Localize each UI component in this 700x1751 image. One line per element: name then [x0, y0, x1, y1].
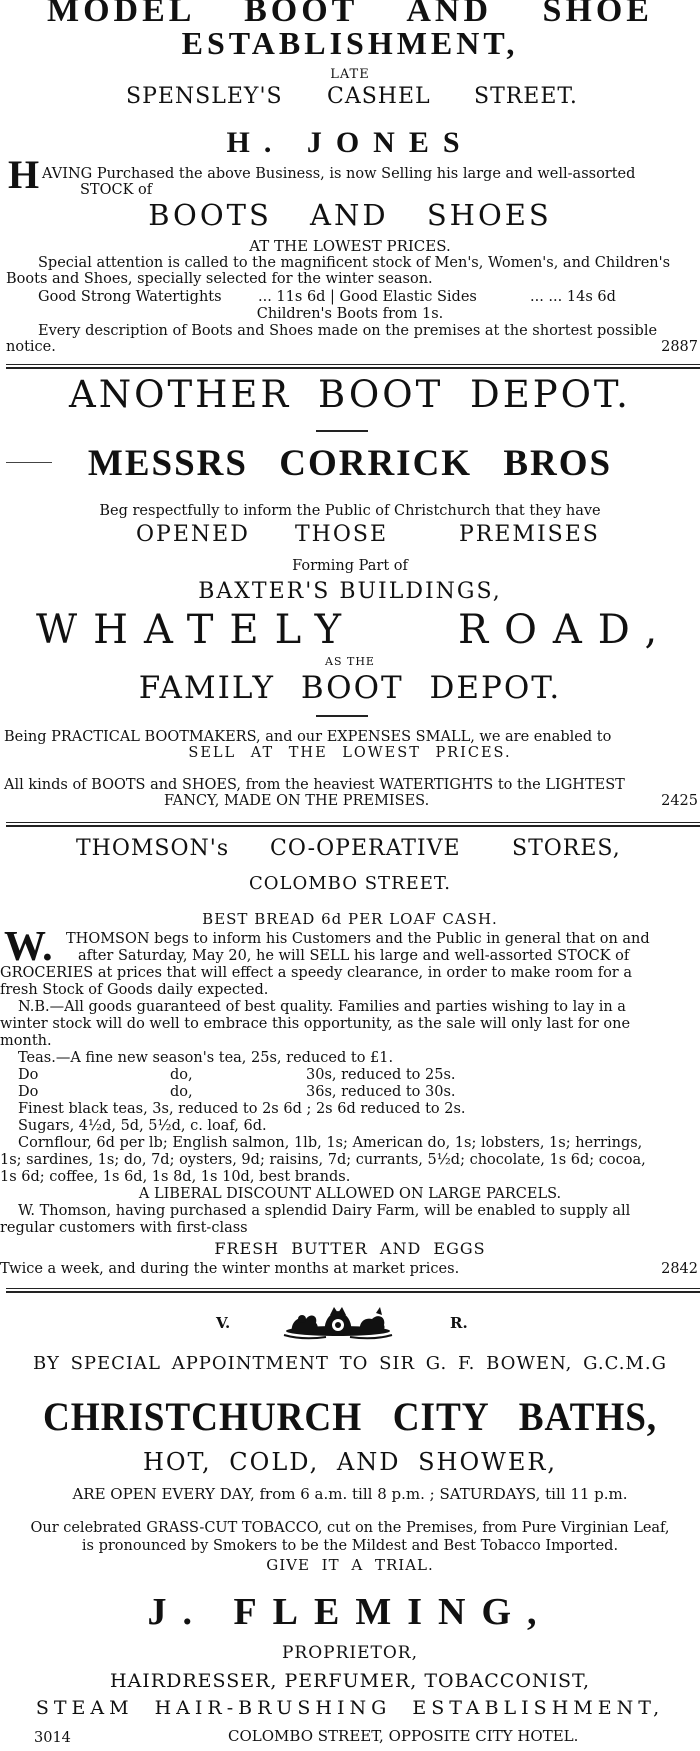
ad4-proprietor: PROPRIETOR, [281, 1643, 419, 1663]
ad3-title-3: STORES, [512, 836, 621, 861]
ad4-v: V. [216, 1314, 231, 1332]
ad2-whately-2: ROAD, [458, 607, 674, 653]
ad1-sub-mid: CASHEL [327, 84, 431, 109]
ad3-p1b: after Saturday, May 20, he will SELL his large and well-assorted STOCK of [78, 948, 630, 964]
ad4-steam: STEAM HAIR-BRUSHING ESTABLISHMENT, [35, 1697, 665, 1719]
ad4-hot: HOT, COLD, AND SHOWER, [142, 1448, 558, 1476]
ad4-colombo: COLOMBO STREET, OPPOSITE CITY HOTEL. [228, 1727, 579, 1745]
ad3-black: Finest black teas, 3s, reduced to 2s 6d ; 2s 6d reduced to 2s. [18, 1101, 466, 1117]
ad1-item-left: Good Strong Watertights [38, 289, 222, 305]
ad1-item-left-price: ... 11s 6d | Good Elastic Sides [258, 289, 477, 305]
ad3-nb-1: N.B.—All goods guaranteed of best quality. Families and parties wishing to lay in a [18, 999, 626, 1015]
ad3-dropcap: W. [4, 924, 53, 970]
ad2-whately-1: WHATELY [36, 607, 357, 653]
ad3-p1a: THOMSON begs to inform his Customers and the Public in general that on and [66, 931, 650, 947]
ad3-nb-2: winter stock will do well to embrace this opportunity, as the sale will only last for one [0, 1016, 631, 1032]
ad2-title: ANOTHER BOOT DEPOT. [69, 373, 631, 416]
ad3-title-2: CO-OPERATIVE [270, 836, 461, 861]
divider [6, 364, 700, 365]
ad2-forming: Forming Part of [292, 558, 408, 574]
ad3-tea-3-price: 36s, reduced to 30s. [306, 1084, 456, 1100]
ad2-number: 2425 [661, 793, 698, 809]
ad4-hairdresser: HAIRDRESSER, PERFUMER, TOBACCONIST, [110, 1670, 590, 1692]
ad3-dairy-2: regular customers with first-class [0, 1220, 248, 1236]
ad3-tea-1: Teas.—A fine new season's tea, 25s, reduced to £1. [18, 1050, 394, 1066]
ad1-prices: AT THE LOWEST PRICES. [249, 237, 451, 255]
ad3-number: 2842 [661, 1261, 698, 1277]
ad1-children: Children's Boots from 1s. [256, 306, 444, 322]
ad4-baths: CHRISTCHURCH CITY BATHS, [42, 1394, 658, 1439]
ad3-tea-2-do: Do [18, 1067, 39, 1083]
ad3-title-1: THOMSON's [76, 836, 230, 861]
ad1-title-1: MODEL BOOT AND SHOE [47, 0, 653, 29]
divider [6, 1291, 700, 1293]
ad1-sub-right: STREET. [474, 84, 578, 109]
ad3-sugars: Sugars, 4½d, 5d, 5½d, c. loaf, 6d. [18, 1118, 267, 1134]
ad4-tobacco-1: Our celebrated GRASS-CUT TOBACCO, cut on the Premises, from Pure Virginian Leaf, [30, 1520, 670, 1536]
ad3-p1d: fresh Stock of Goods daily expected. [0, 982, 269, 998]
ad3-corn-3: 1s 6d; coffee, 1s 6d, 1s 8d, 1s 10d, best brands. [0, 1169, 351, 1185]
ad4-appointment: BY SPECIAL APPOINTMENT TO SIR G. F. BOWEN, G.C.M.G [33, 1353, 667, 1374]
ad3-twice: Twice a week, and during the winter months at market prices. [0, 1261, 460, 1277]
ad2-all-2: FANCY, MADE ON THE PREMISES. [164, 793, 430, 809]
ad3-street: COLOMBO STREET. [249, 873, 451, 894]
ad1-intro-1: AVING Purchased the above Business, is now Selling his large and well-assorted [42, 166, 636, 182]
ad1-every-1: Every description of Boots and Shoes made on the premises at the shortest possible [38, 323, 658, 339]
ad1-number: 2887 [661, 339, 698, 355]
ad4-r: R. [450, 1314, 468, 1332]
ad1-item-right-price: ... ... 14s 6d [530, 289, 616, 305]
royal-crest-icon [272, 1305, 404, 1343]
ad3-p1c: GROCERIES at prices that will effect a speedy clearance, in order to make room for a [0, 965, 632, 981]
ad2-being-1: Being PRACTICAL BOOTMAKERS, and our EXPENSES SMALL, we are enabled to [4, 729, 612, 745]
divider [6, 822, 700, 823]
ad3-fresh: FRESH BUTTER AND EGGS [214, 1239, 486, 1258]
ad1-dropcap: H [8, 152, 40, 197]
ad1-intro-2: STOCK of [80, 182, 153, 198]
divider [6, 825, 700, 827]
ad2-opened-3: PREMISES [459, 522, 600, 547]
ad2-baxters: BAXTER'S BUILDINGS, [198, 579, 502, 604]
ad2-as-the: AS THE [325, 655, 375, 668]
ad3-discount: A LIBERAL DISCOUNT ALLOWED ON LARGE PARCELS. [138, 1186, 562, 1202]
short-rule [316, 430, 368, 432]
ad4-give: GIVE IT A TRIAL. [266, 1556, 434, 1574]
ad3-corn-1: Cornflour, 6d per lb; English salmon, 1lb, 1s; American do, 1s; lobsters, 1s; herrings, [18, 1135, 643, 1151]
ad4-fleming: J. FLEMING, [147, 1591, 553, 1633]
short-rule [316, 715, 368, 717]
ad2-firm: MESSRS CORRICK BROS [87, 443, 613, 484]
ad1-sub-left: SPENSLEY'S [126, 84, 283, 109]
ad1-late: LATE [330, 67, 370, 82]
ad2-beg: Beg respectfully to inform the Public of Christchurch that they have [99, 503, 601, 519]
ad1-special-2: Boots and Shoes, specially selected for the winter season. [6, 271, 433, 287]
ad3-tea-3-do: Do [18, 1084, 39, 1100]
ad3-dairy-1: W. Thomson, having purchased a splendid Dairy Farm, will be enabled to supply all [18, 1203, 631, 1219]
ad3-tea-3-ditto: do, [170, 1084, 193, 1100]
ad2-all-1: All kinds of BOOTS and SHOES, from the heaviest WATERTIGHTS to the LIGHTEST [4, 777, 625, 793]
ad2-opened-1: OPENED [136, 522, 250, 547]
ad4-tobacco-2: is pronounced by Smokers to be the Mildest and Best Tobacco Imported. [81, 1538, 619, 1554]
ad3-bread: BEST BREAD 6d PER LOAF CASH. [202, 910, 498, 928]
ad4-number: 3014 [34, 1730, 71, 1746]
ad1-title-2: ESTABLISHMENT, [181, 25, 519, 61]
ad4-open: ARE OPEN EVERY DAY, from 6 a.m. till 8 p.m. ; SATURDAYS, till 11 p.m. [72, 1485, 628, 1503]
ad2-being-2: SELL AT THE LOWEST PRICES. [188, 745, 512, 761]
ad3-tea-2-price: 30s, reduced to 25s. [306, 1067, 456, 1083]
ad1-name: H. JONES [226, 126, 474, 159]
ad1-special-1: Special attention is called to the magnificent stock of Men's, Women's, and Children's [38, 255, 671, 271]
divider [6, 367, 700, 369]
ad3-corn-2: 1s; sardines, 1s; do, 7d; oysters, 9d; raisins, 7d; currants, 5½d; chocolate, 1s 6d; cocoa, [0, 1152, 646, 1168]
ad1-every-2: notice. [6, 339, 56, 355]
ad2-family: FAMILY BOOT DEPOT. [138, 670, 562, 706]
ad3-tea-2-ditto: do, [170, 1067, 193, 1083]
ad3-nb-3: month. [0, 1033, 52, 1049]
ad2-opened-2: THOSE [295, 522, 389, 547]
ad1-heading: BOOTS AND SHOES [148, 198, 552, 232]
divider [6, 1288, 700, 1289]
